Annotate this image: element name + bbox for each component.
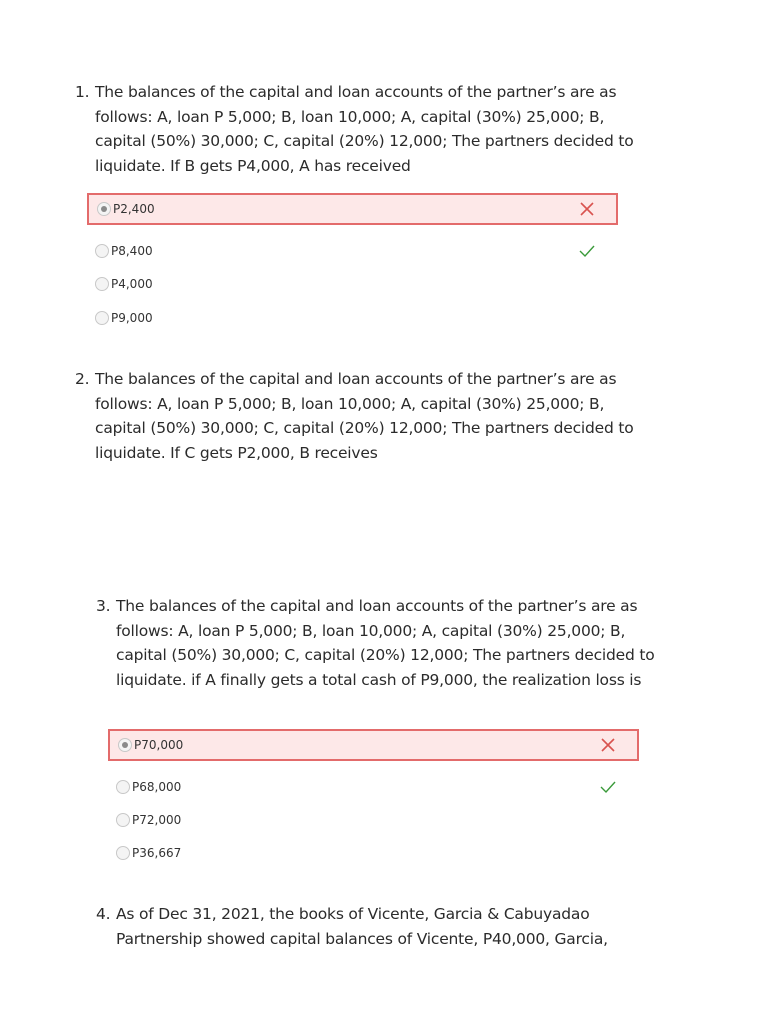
question-body: As of Dec 31, 2021, the books of Vicente, Garcia & Cabuyadao Partnership showed capital balances of Vicente, P40,000, Garcia, xyxy=(116,905,608,948)
option-label: P4,000 xyxy=(111,277,153,291)
answer-option[interactable] xyxy=(87,302,618,334)
option-label: P72,000 xyxy=(132,813,182,827)
correct-checkmark-icon xyxy=(600,779,616,795)
answer-option[interactable] xyxy=(108,837,639,869)
option-label: P70,000 xyxy=(134,738,184,752)
question-text xyxy=(75,367,635,465)
correct-checkmark-icon xyxy=(579,243,595,259)
question-text xyxy=(96,902,656,951)
answer-option[interactable] xyxy=(87,193,618,225)
question-body: The balances of the capital and loan accounts of the partner’s are as follows: A, loan P 5,000; B, loan 10,000; A, capital (30%) 25,000; B, capital (50%) 30,000; C, capital (20%) 12,000; The partners decided to liquidate. If B gets P4,000, A has received xyxy=(95,83,634,175)
question-3 xyxy=(96,594,656,692)
incorrect-x-icon xyxy=(579,201,595,217)
radio-button[interactable] xyxy=(116,846,130,860)
question-number: 2. xyxy=(75,370,90,388)
radio-button[interactable] xyxy=(95,244,109,258)
question-number: 3. xyxy=(96,597,111,615)
radio-button[interactable] xyxy=(116,813,130,827)
option-label: P36,667 xyxy=(132,846,182,860)
question-body: The balances of the capital and loan accounts of the partner’s are as follows: A, loan P 5,000; B, loan 10,000; A, capital (30%) 25,000; B, capital (50%) 30,000; C, capital (20%) 12,000; The partners decided to liquidate. if A finally gets a total cash of P9,000, the realization loss is xyxy=(116,597,655,689)
answer-option[interactable] xyxy=(87,235,618,267)
radio-button[interactable] xyxy=(118,738,132,752)
answer-option[interactable] xyxy=(108,771,639,803)
option-label: P2,400 xyxy=(113,202,155,216)
question-body: The balances of the capital and loan accounts of the partner’s are as follows: A, loan P 5,000; B, loan 10,000; A, capital (30%) 25,000; B, capital (50%) 30,000; C, capital (20%) 12,000; The partners decided to liquidate. If C gets P2,000, B receives xyxy=(95,370,634,462)
radio-button[interactable] xyxy=(95,311,109,325)
option-label: P8,400 xyxy=(111,244,153,258)
radio-button[interactable] xyxy=(95,277,109,291)
question-2 xyxy=(75,367,635,465)
option-label: P9,000 xyxy=(111,311,153,325)
question-1 xyxy=(75,80,635,178)
radio-button[interactable] xyxy=(97,202,111,216)
answer-option[interactable] xyxy=(108,804,639,836)
option-label: P68,000 xyxy=(132,780,182,794)
question-number: 1. xyxy=(75,83,90,101)
incorrect-x-icon xyxy=(600,737,616,753)
answer-option[interactable] xyxy=(87,268,618,300)
question-4 xyxy=(96,902,656,951)
question-text xyxy=(75,80,635,178)
question-text xyxy=(96,594,656,692)
answer-option[interactable] xyxy=(108,729,639,761)
question-number: 4. xyxy=(96,905,111,923)
radio-button[interactable] xyxy=(116,780,130,794)
